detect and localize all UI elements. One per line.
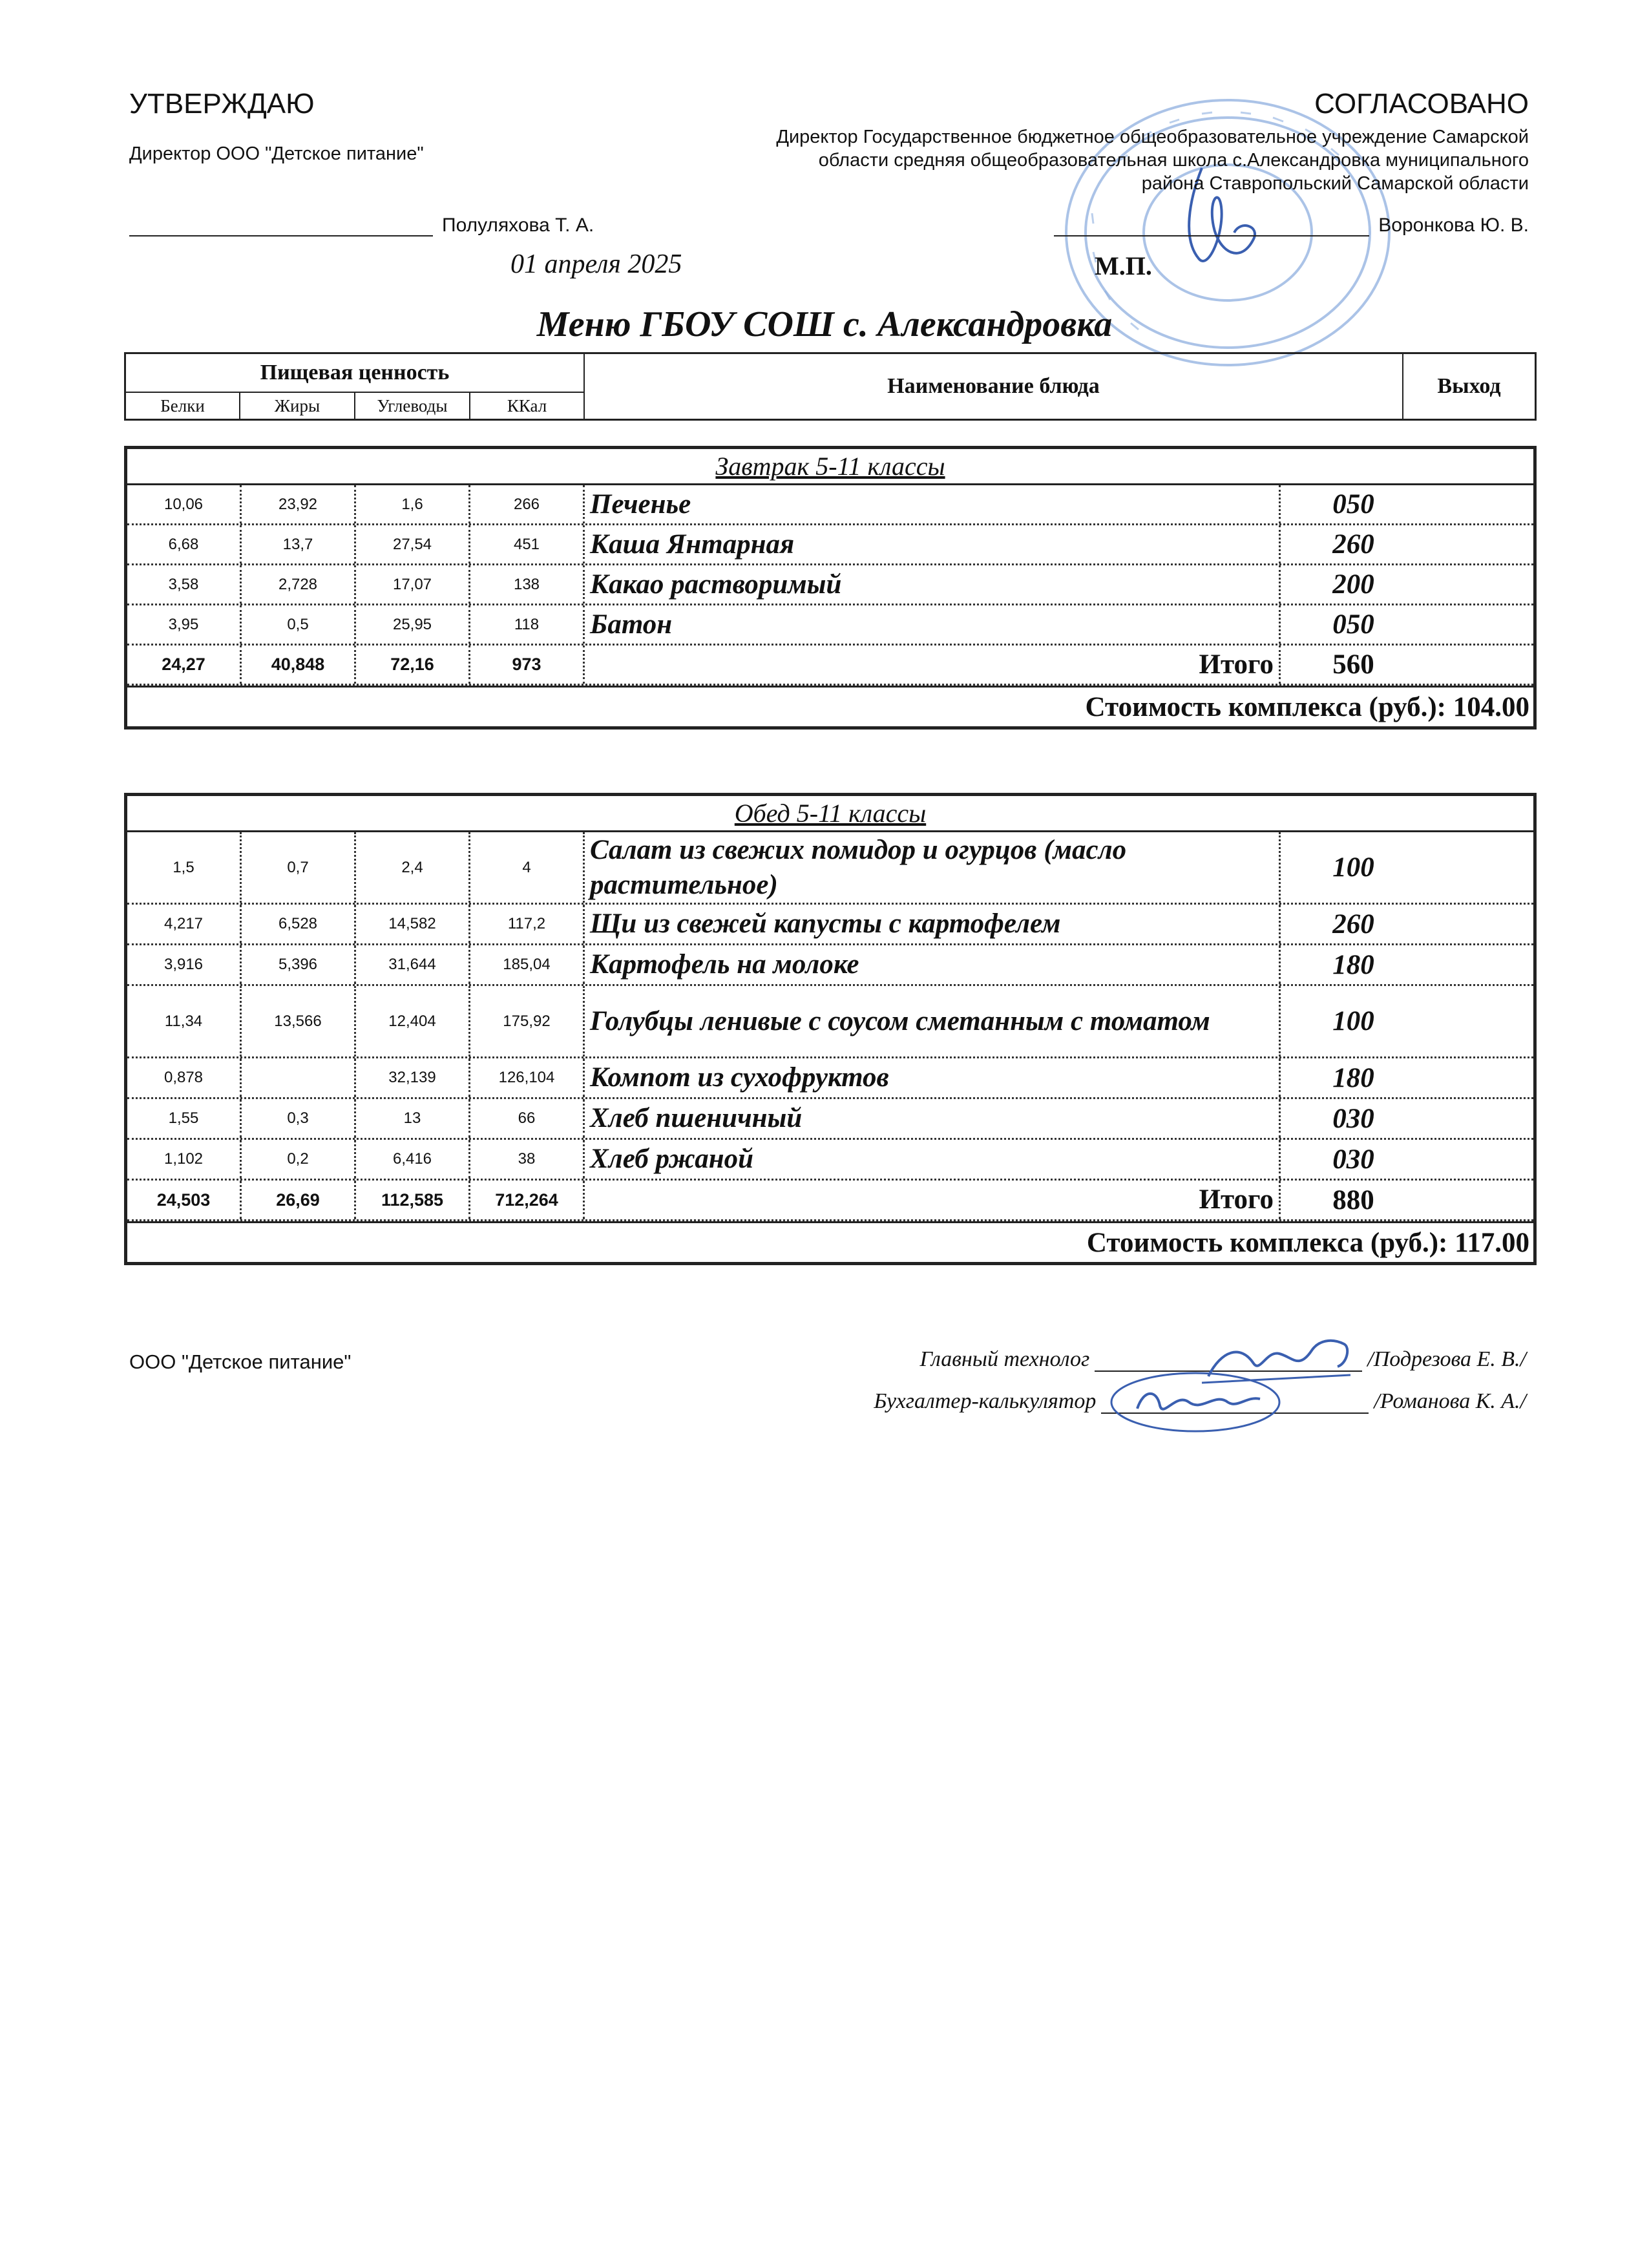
cell-dish: Печенье xyxy=(585,485,1281,523)
cell-dish: Хлеб пшеничный xyxy=(585,1099,1281,1138)
stamp-place-label: М.П. xyxy=(1095,251,1152,280)
nutrition-header: Пищевая ценность xyxy=(126,354,585,393)
cell-proteins: 1,55 xyxy=(127,1099,242,1138)
cell-fats: 2,728 xyxy=(242,565,356,604)
cell-fats: 13,566 xyxy=(242,986,356,1056)
cell-proteins: 4,217 xyxy=(127,905,242,943)
cell-proteins: 3,58 xyxy=(127,565,242,604)
cell-dish: Хлеб ржаной xyxy=(585,1140,1281,1179)
cell-proteins: 1,102 xyxy=(127,1140,242,1179)
cell-fats: 0,5 xyxy=(242,605,356,644)
accountant-role: Бухгалтер-калькулятор xyxy=(874,1389,1097,1413)
table-row xyxy=(127,485,1533,525)
col-header-carbs: Углеводы xyxy=(355,393,470,419)
agree-role-line: области средняя общеобразовательная школа с.Александровка муниципального xyxy=(818,150,1529,171)
cell-carbs: 13 xyxy=(356,1099,470,1138)
cell-carbs: 12,404 xyxy=(356,986,470,1056)
cell-dish: Каша Янтарная xyxy=(585,525,1281,563)
agree-signature-line xyxy=(1054,215,1529,236)
total-row xyxy=(127,646,1533,686)
table-row xyxy=(127,525,1533,565)
breakfast-section xyxy=(124,446,1537,730)
signature-underline xyxy=(129,216,433,236)
cell-carbs: 17,07 xyxy=(356,565,470,604)
accountant-signature xyxy=(1098,1363,1292,1454)
cell-carbs: 6,416 xyxy=(356,1140,470,1179)
cell-kcal: 266 xyxy=(470,485,585,523)
cell-fats: 0,7 xyxy=(242,832,356,903)
cell-proteins: 0,878 xyxy=(127,1058,242,1097)
cell-kcal: 185,04 xyxy=(470,945,585,984)
cell-output: 260 xyxy=(1332,908,1374,940)
cell-kcal: 118 xyxy=(470,605,585,644)
cell-proteins: 6,68 xyxy=(127,525,242,563)
complex-cost: Стоимость комплекса (руб.): 117.00 xyxy=(127,1221,1533,1262)
cell-output: 050 xyxy=(1332,489,1374,520)
col-header-fats: Жиры xyxy=(240,393,355,419)
cell-carbs: 25,95 xyxy=(356,605,470,644)
table-row xyxy=(127,1099,1533,1140)
cell-carbs: 27,54 xyxy=(356,525,470,563)
table-row xyxy=(127,832,1533,905)
table-row xyxy=(127,565,1533,605)
cell-dish: Батон xyxy=(585,605,1281,644)
cell-output: 100 xyxy=(1332,852,1374,883)
cell-carbs: 2,4 xyxy=(356,832,470,903)
section-title: Обед 5-11 классы xyxy=(127,796,1533,832)
agree-title: СОГЛАСОВАНО xyxy=(1314,88,1529,120)
agree-role xyxy=(669,125,1529,195)
cell-proteins: 11,34 xyxy=(127,986,242,1056)
cell-carbs: 14,582 xyxy=(356,905,470,943)
cell-kcal: 138 xyxy=(470,565,585,604)
table-row xyxy=(127,945,1533,986)
total-kcal: 973 xyxy=(470,646,585,684)
col-header-output: Выход xyxy=(1437,374,1501,398)
total-output: 560 xyxy=(1332,649,1374,680)
cell-fats: 0,2 xyxy=(242,1140,356,1179)
table-row xyxy=(127,1058,1533,1099)
cell-fats: 13,7 xyxy=(242,525,356,563)
accountant-name: /Романова К. А./ xyxy=(1374,1389,1526,1413)
cell-fats: 23,92 xyxy=(242,485,356,523)
table-row xyxy=(127,986,1533,1058)
cell-output: 030 xyxy=(1332,1144,1374,1175)
total-output: 880 xyxy=(1332,1184,1374,1215)
cell-kcal: 4 xyxy=(470,832,585,903)
technologist-role: Главный технолог xyxy=(919,1347,1090,1371)
cell-kcal: 117,2 xyxy=(470,905,585,943)
table-header xyxy=(124,352,1537,421)
cell-output: 260 xyxy=(1332,529,1374,560)
cell-output: 030 xyxy=(1332,1103,1374,1134)
lunch-section xyxy=(124,793,1537,1265)
total-proteins: 24,27 xyxy=(127,646,242,684)
cell-fats: 5,396 xyxy=(242,945,356,984)
cell-kcal: 66 xyxy=(470,1099,585,1138)
cell-dish: Картофель на молоке xyxy=(585,945,1281,984)
total-kcal: 712,264 xyxy=(470,1181,585,1219)
col-header-proteins: Белки xyxy=(126,393,240,419)
cell-dish: Щи из свежей капусты с картофелем xyxy=(585,905,1281,943)
cell-output: 200 xyxy=(1332,569,1374,600)
cell-output: 180 xyxy=(1332,949,1374,980)
cell-carbs: 1,6 xyxy=(356,485,470,523)
menu-title: Меню ГБОУ СОШ с. Александровка xyxy=(536,304,1113,344)
technologist-name: /Подрезова Е. В./ xyxy=(1367,1347,1526,1371)
cell-fats: 0,3 xyxy=(242,1099,356,1138)
col-header-dish: Наименование блюда xyxy=(585,354,1403,419)
cell-dish: Голубцы ленивые с соусом сметанным с томатом xyxy=(585,986,1281,1056)
approve-title: УТВЕРЖДАЮ xyxy=(129,88,315,120)
approve-role: Директор ООО "Детское питание" xyxy=(129,143,424,164)
section-title: Завтрак 5-11 классы xyxy=(127,449,1533,485)
cell-dish: Компот из сухофруктов xyxy=(585,1058,1281,1097)
cell-kcal: 451 xyxy=(470,525,585,563)
complex-cost: Стоимость комплекса (руб.): 104.00 xyxy=(127,686,1533,726)
approve-signer: Полуляхова Т. А. xyxy=(442,215,594,236)
cell-fats xyxy=(242,1058,356,1097)
cell-proteins: 3,95 xyxy=(127,605,242,644)
cell-proteins: 1,5 xyxy=(127,832,242,903)
agree-signer: Воронкова Ю. В. xyxy=(1378,215,1529,236)
total-label: Итого xyxy=(585,1181,1281,1219)
agree-role-line: района Ставропольский Самарской области xyxy=(1141,173,1529,194)
total-proteins: 24,503 xyxy=(127,1181,242,1219)
table-row xyxy=(127,1140,1533,1181)
cell-output: 100 xyxy=(1332,1006,1374,1036)
total-carbs: 72,16 xyxy=(356,646,470,684)
menu-date: 01 апреля 2025 xyxy=(510,249,682,279)
total-row xyxy=(127,1181,1533,1221)
cell-output: 050 xyxy=(1332,609,1374,640)
total-fats: 40,848 xyxy=(242,646,356,684)
cell-dish: Салат из свежих помидор и огурцов (масло растительное) xyxy=(585,832,1281,903)
total-fats: 26,69 xyxy=(242,1181,356,1219)
cell-kcal: 38 xyxy=(470,1140,585,1179)
cell-dish: Какао растворимый xyxy=(585,565,1281,604)
cell-kcal: 126,104 xyxy=(470,1058,585,1097)
cell-carbs: 32,139 xyxy=(356,1058,470,1097)
total-carbs: 112,585 xyxy=(356,1181,470,1219)
agree-role-line: Директор Государственное бюджетное общеобразовательное учреждение Самарской xyxy=(776,127,1529,147)
cell-carbs: 31,644 xyxy=(356,945,470,984)
approve-signature-line xyxy=(129,215,620,236)
total-label: Итого xyxy=(585,646,1281,684)
signature-underline xyxy=(1054,216,1369,236)
col-header-kcal: ККал xyxy=(470,393,585,419)
cell-proteins: 3,916 xyxy=(127,945,242,984)
cell-proteins: 10,06 xyxy=(127,485,242,523)
cell-output: 180 xyxy=(1332,1062,1374,1093)
table-row xyxy=(127,905,1533,945)
cell-kcal: 175,92 xyxy=(470,986,585,1056)
cell-fats: 6,528 xyxy=(242,905,356,943)
footer-organization: ООО "Детское питание" xyxy=(129,1350,352,1373)
table-row xyxy=(127,605,1533,646)
